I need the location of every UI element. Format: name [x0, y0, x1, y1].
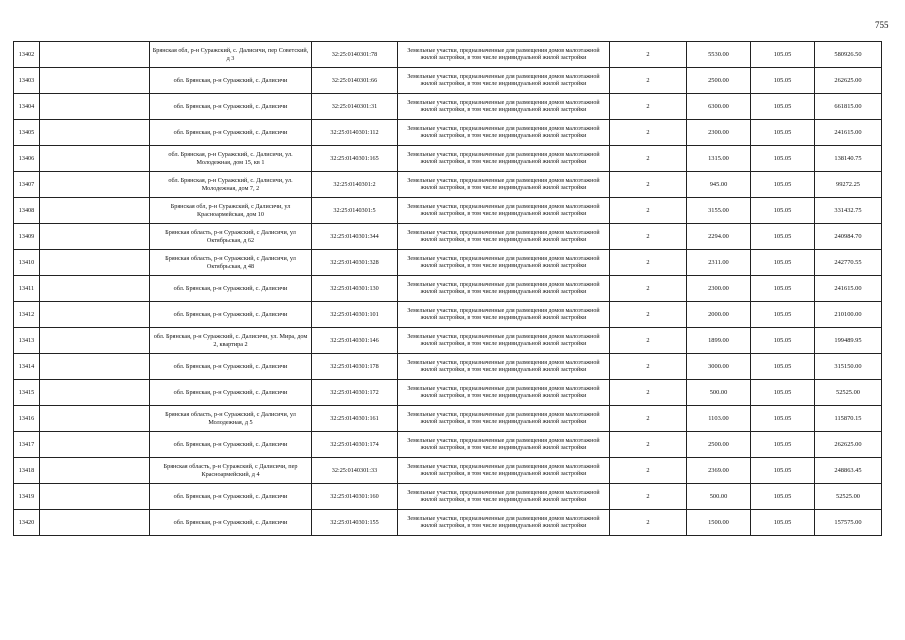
empty-cell: [40, 198, 150, 224]
area-cell: 2000.00: [687, 302, 751, 328]
group-cell: 2: [610, 406, 687, 432]
area-cell: 3000.00: [687, 354, 751, 380]
cadastral-value-cell: 52525.00: [815, 380, 882, 406]
area-cell: 2294.00: [687, 224, 751, 250]
cadastral-number-cell: 32:25:0140301:146: [312, 328, 398, 354]
cadastral-number-cell: 32:25:0140301:31: [312, 94, 398, 120]
table-row: [14, 328, 882, 354]
table-row: [14, 146, 882, 172]
cadastral-number-cell: 32:25:0140301:130: [312, 276, 398, 302]
area-cell: 1103.00: [687, 406, 751, 432]
cadastral-number-cell: 32:25:0140301:160: [312, 484, 398, 510]
address-cell: Брянская область, р-н Суражский, с Далисичи, ул Октябрьская, д 62: [150, 224, 312, 250]
empty-cell: [40, 380, 150, 406]
group-cell: 2: [610, 172, 687, 198]
land-use-purpose-cell: Земельные участки, предназначенные для размещения домов малоэтажной жилой застройки, в том числе индивидуальной жилой застройки: [398, 198, 610, 224]
row-number-cell: 13414: [14, 354, 40, 380]
empty-cell: [40, 458, 150, 484]
cadastral-value-cell: 138140.75: [815, 146, 882, 172]
table-row: [14, 198, 882, 224]
row-number-cell: 13413: [14, 328, 40, 354]
rate-cell: 105.05: [751, 250, 815, 276]
table-row: [14, 354, 882, 380]
cadastral-value-cell: 115870.15: [815, 406, 882, 432]
rate-cell: 105.05: [751, 406, 815, 432]
row-number-cell: 13407: [14, 172, 40, 198]
area-cell: 1899.00: [687, 328, 751, 354]
rate-cell: 105.05: [751, 198, 815, 224]
cadastral-number-cell: 32:25:0140301:344: [312, 224, 398, 250]
group-cell: 2: [610, 146, 687, 172]
group-cell: 2: [610, 458, 687, 484]
row-number-cell: 13418: [14, 458, 40, 484]
cadastral-value-table: [13, 41, 882, 536]
address-cell: обл. Брянская, р-н Суражский, с. Далисичи: [150, 484, 312, 510]
area-cell: 1315.00: [687, 146, 751, 172]
row-number-cell: 13420: [14, 510, 40, 536]
cadastral-number-cell: 32:25:0140301:101: [312, 302, 398, 328]
empty-cell: [40, 68, 150, 94]
area-cell: 1500.00: [687, 510, 751, 536]
empty-cell: [40, 328, 150, 354]
cadastral-value-cell: 241615.00: [815, 120, 882, 146]
address-cell: обл. Брянская, р-н Суражский, с. Далисичи: [150, 354, 312, 380]
address-cell: Брянская обл, р-н Суражский, с Далисичи, ул Красноармейская, дом 10: [150, 198, 312, 224]
address-cell: обл. Брянская, р-н Суражский, с. Далисичи: [150, 432, 312, 458]
rate-cell: 105.05: [751, 146, 815, 172]
rate-cell: 105.05: [751, 172, 815, 198]
group-cell: 2: [610, 380, 687, 406]
cadastral-value-cell: 248863.45: [815, 458, 882, 484]
row-number-cell: 13402: [14, 42, 40, 68]
group-cell: 2: [610, 328, 687, 354]
land-use-purpose-cell: Земельные участки, предназначенные для размещения домов малоэтажной жилой застройки, в том числе индивидуальной жилой застройки: [398, 406, 610, 432]
group-cell: 2: [610, 42, 687, 68]
address-cell: обл. Брянская, р-н Суражский, с. Далисичи: [150, 68, 312, 94]
table-row: [14, 276, 882, 302]
address-cell: Брянская область, р-н Суражский, с Далисичи, ул Молодежная, д 5: [150, 406, 312, 432]
cadastral-number-cell: 32:25:0140301:33: [312, 458, 398, 484]
empty-cell: [40, 484, 150, 510]
cadastral-value-cell: 242770.55: [815, 250, 882, 276]
empty-cell: [40, 42, 150, 68]
group-cell: 2: [610, 510, 687, 536]
land-use-purpose-cell: Земельные участки, предназначенные для размещения домов малоэтажной жилой застройки, в том числе индивидуальной жилой застройки: [398, 172, 610, 198]
area-cell: 2300.00: [687, 276, 751, 302]
cadastral-number-cell: 32:25:0140301:328: [312, 250, 398, 276]
land-use-purpose-cell: Земельные участки, предназначенные для размещения домов малоэтажной жилой застройки, в том числе индивидуальной жилой застройки: [398, 120, 610, 146]
rate-cell: 105.05: [751, 328, 815, 354]
cadastral-number-cell: 32:25:0140301:178: [312, 354, 398, 380]
cadastral-number-cell: 32:25:0140301:5: [312, 198, 398, 224]
land-use-purpose-cell: Земельные участки, предназначенные для размещения домов малоэтажной жилой застройки, в том числе индивидуальной жилой застройки: [398, 510, 610, 536]
row-number-cell: 13410: [14, 250, 40, 276]
land-use-purpose-cell: Земельные участки, предназначенные для размещения домов малоэтажной жилой застройки, в том числе индивидуальной жилой застройки: [398, 432, 610, 458]
area-cell: 3155.00: [687, 198, 751, 224]
empty-cell: [40, 354, 150, 380]
land-use-purpose-cell: Земельные участки, предназначенные для размещения домов малоэтажной жилой застройки, в том числе индивидуальной жилой застройки: [398, 276, 610, 302]
row-number-cell: 13409: [14, 224, 40, 250]
empty-cell: [40, 120, 150, 146]
cadastral-number-cell: 32:25:0140301:112: [312, 120, 398, 146]
land-use-purpose-cell: Земельные участки, предназначенные для размещения домов малоэтажной жилой застройки, в том числе индивидуальной жилой застройки: [398, 458, 610, 484]
empty-cell: [40, 302, 150, 328]
empty-cell: [40, 224, 150, 250]
land-use-purpose-cell: Земельные участки, предназначенные для размещения домов малоэтажной жилой застройки, в том числе индивидуальной жилой застройки: [398, 354, 610, 380]
row-number-cell: 13417: [14, 432, 40, 458]
rate-cell: 105.05: [751, 432, 815, 458]
empty-cell: [40, 276, 150, 302]
empty-cell: [40, 250, 150, 276]
cadastral-number-cell: 32:25:0140301:161: [312, 406, 398, 432]
rate-cell: 105.05: [751, 224, 815, 250]
group-cell: 2: [610, 484, 687, 510]
group-cell: 2: [610, 120, 687, 146]
rate-cell: 105.05: [751, 458, 815, 484]
address-cell: обл. Брянская, р-н Суражский, с. Далисичи, ул. Молодежная, дом 7, 2: [150, 172, 312, 198]
cadastral-number-cell: 32:25:0140301:155: [312, 510, 398, 536]
row-number-cell: 13404: [14, 94, 40, 120]
cadastral-number-cell: 32:25:0140301:2: [312, 172, 398, 198]
address-cell: обл. Брянская, р-н Суражский, с. Далисичи: [150, 380, 312, 406]
area-cell: 945.00: [687, 172, 751, 198]
row-number-cell: 13419: [14, 484, 40, 510]
table-row: [14, 406, 882, 432]
rate-cell: 105.05: [751, 354, 815, 380]
empty-cell: [40, 94, 150, 120]
area-cell: 5530.00: [687, 42, 751, 68]
group-cell: 2: [610, 354, 687, 380]
group-cell: 2: [610, 276, 687, 302]
area-cell: 2369.00: [687, 458, 751, 484]
area-cell: 500.00: [687, 380, 751, 406]
area-cell: 2500.00: [687, 68, 751, 94]
address-cell: обл. Брянская, р-н Суражский, с. Далисичи: [150, 276, 312, 302]
table-row: [14, 68, 882, 94]
group-cell: 2: [610, 68, 687, 94]
address-cell: обл. Брянская, р-н Суражский, с. Далисичи: [150, 120, 312, 146]
group-cell: 2: [610, 94, 687, 120]
cadastral-value-cell: 52525.00: [815, 484, 882, 510]
area-cell: 500.00: [687, 484, 751, 510]
table-body: [14, 42, 882, 536]
cadastral-value-cell: 331432.75: [815, 198, 882, 224]
table-row: [14, 380, 882, 406]
table-row: [14, 510, 882, 536]
cadastral-value-cell: 157575.00: [815, 510, 882, 536]
land-use-purpose-cell: Земельные участки, предназначенные для размещения домов малоэтажной жилой застройки, в том числе индивидуальной жилой застройки: [398, 94, 610, 120]
row-number-cell: 13411: [14, 276, 40, 302]
table-row: [14, 172, 882, 198]
cadastral-value-cell: 315150.00: [815, 354, 882, 380]
address-cell: Брянская область, р-н Суражский, с Далисичи, пер Красноармейский, д 4: [150, 458, 312, 484]
empty-cell: [40, 146, 150, 172]
empty-cell: [40, 406, 150, 432]
rate-cell: 105.05: [751, 276, 815, 302]
land-use-purpose-cell: Земельные участки, предназначенные для размещения домов малоэтажной жилой застройки, в том числе индивидуальной жилой застройки: [398, 302, 610, 328]
row-number-cell: 13406: [14, 146, 40, 172]
table-row: [14, 250, 882, 276]
cadastral-value-cell: 199489.95: [815, 328, 882, 354]
address-cell: обл. Брянская, р-н Суражский, с. Далисичи: [150, 94, 312, 120]
row-number-cell: 13403: [14, 68, 40, 94]
address-cell: Брянская обл, р-н Суражский, с. Далисичи, пер Советский, д 3: [150, 42, 312, 68]
cadastral-value-cell: 210100.00: [815, 302, 882, 328]
land-use-purpose-cell: Земельные участки, предназначенные для размещения домов малоэтажной жилой застройки, в том числе индивидуальной жилой застройки: [398, 380, 610, 406]
table-row: [14, 302, 882, 328]
land-use-purpose-cell: Земельные участки, предназначенные для размещения домов малоэтажной жилой застройки, в том числе индивидуальной жилой застройки: [398, 68, 610, 94]
land-use-purpose-cell: Земельные участки, предназначенные для размещения домов малоэтажной жилой застройки, в том числе индивидуальной жилой застройки: [398, 42, 610, 68]
group-cell: 2: [610, 198, 687, 224]
area-cell: 2300.00: [687, 120, 751, 146]
cadastral-number-cell: 32:25:0140301:172: [312, 380, 398, 406]
address-cell: обл. Брянская, р-н Суражский, с. Далисичи, ул. Молодежная, дом 15, кв 1: [150, 146, 312, 172]
rate-cell: 105.05: [751, 120, 815, 146]
cadastral-number-cell: 32:25:0140301:78: [312, 42, 398, 68]
empty-cell: [40, 432, 150, 458]
cadastral-value-cell: 240984.70: [815, 224, 882, 250]
table-row: [14, 42, 882, 68]
rate-cell: 105.05: [751, 302, 815, 328]
page-number: 755: [875, 20, 889, 30]
land-use-purpose-cell: Земельные участки, предназначенные для размещения домов малоэтажной жилой застройки, в том числе индивидуальной жилой застройки: [398, 484, 610, 510]
land-use-purpose-cell: Земельные участки, предназначенные для размещения домов малоэтажной жилой застройки, в том числе индивидуальной жилой застройки: [398, 146, 610, 172]
land-use-purpose-cell: Земельные участки, предназначенные для размещения домов малоэтажной жилой застройки, в том числе индивидуальной жилой застройки: [398, 250, 610, 276]
group-cell: 2: [610, 224, 687, 250]
row-number-cell: 13416: [14, 406, 40, 432]
table-row: [14, 458, 882, 484]
cadastral-number-cell: 32:25:0140301:174: [312, 432, 398, 458]
cadastral-value-cell: 661815.00: [815, 94, 882, 120]
land-use-purpose-cell: Земельные участки, предназначенные для размещения домов малоэтажной жилой застройки, в том числе индивидуальной жилой застройки: [398, 224, 610, 250]
row-number-cell: 13415: [14, 380, 40, 406]
address-cell: обл. Брянская, р-н Суражский, с. Далисичи: [150, 510, 312, 536]
area-cell: 6300.00: [687, 94, 751, 120]
cadastral-number-cell: 32:25:0140301:66: [312, 68, 398, 94]
rate-cell: 105.05: [751, 42, 815, 68]
empty-cell: [40, 172, 150, 198]
cadastral-value-cell: 99272.25: [815, 172, 882, 198]
land-use-purpose-cell: Земельные участки, предназначенные для размещения домов малоэтажной жилой застройки, в том числе индивидуальной жилой застройки: [398, 328, 610, 354]
row-number-cell: 13412: [14, 302, 40, 328]
group-cell: 2: [610, 302, 687, 328]
area-cell: 2500.00: [687, 432, 751, 458]
row-number-cell: 13405: [14, 120, 40, 146]
table-row: [14, 94, 882, 120]
table-row: [14, 432, 882, 458]
group-cell: 2: [610, 250, 687, 276]
address-cell: обл. Брянская, р-н Суражский, с. Далисичи: [150, 302, 312, 328]
rate-cell: 105.05: [751, 510, 815, 536]
cadastral-value-cell: 262625.00: [815, 68, 882, 94]
rate-cell: 105.05: [751, 94, 815, 120]
row-number-cell: 13408: [14, 198, 40, 224]
table-row: [14, 224, 882, 250]
cadastral-number-cell: 32:25:0140301:165: [312, 146, 398, 172]
table-row: [14, 120, 882, 146]
rate-cell: 105.05: [751, 68, 815, 94]
group-cell: 2: [610, 432, 687, 458]
rate-cell: 105.05: [751, 484, 815, 510]
cadastral-value-cell: 241615.00: [815, 276, 882, 302]
table-row: [14, 484, 882, 510]
address-cell: Брянская область, р-н Суражский, с Далисичи, ул Октябрьская, д 48: [150, 250, 312, 276]
rate-cell: 105.05: [751, 380, 815, 406]
empty-cell: [40, 510, 150, 536]
area-cell: 2311.00: [687, 250, 751, 276]
cadastral-value-cell: 262625.00: [815, 432, 882, 458]
address-cell: обл. Брянская, р-н Суражский, с. Далисичи, ул. Мира, дом 2, квартира 2: [150, 328, 312, 354]
cadastral-value-cell: 580926.50: [815, 42, 882, 68]
